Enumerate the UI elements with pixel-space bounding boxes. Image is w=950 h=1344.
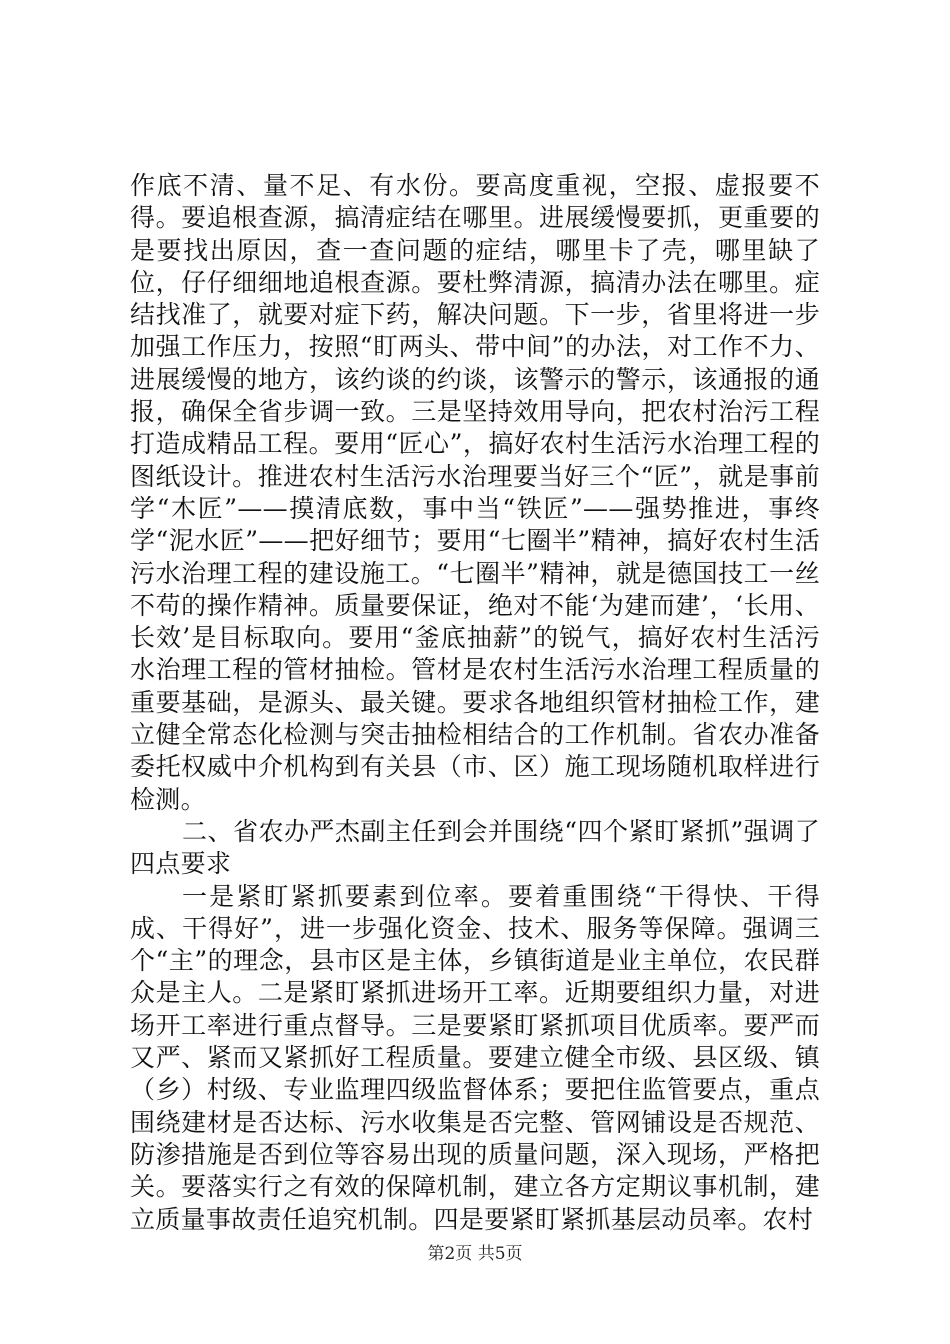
- paragraph-1: 作底不清、量不足、有水份。要高度重视，空报、虚报要不得。要追根查源，搞清症结在哪里。进展缓慢要抓，更重要的是要找出原因，查一查问题的症结，哪里卡了壳，哪里缺了位，仔仔细细地追根查源。要杜弊清源，搞清办法在哪里。症结找准了，就要对症下药，解决问题。下一步，省里将进一步加强工作压力，按照“盯两头、带中间”的办法，对工作不力、进展缓慢的地方，该约谈的约谈，该警示的警示，该通报的通报，确保全省步调一致。三是坚持效用导向，把农村治污工程打造成精品工程。要用“匠心”，搞好农村生活污水治理工程的图纸设计。推进农村生活污水治理要当好三个“匠”，就是事前学“木匠”——摸清底数，事中当“铁匠”——强势推进，事终学“泥水匠”——把好细节；要用“七圈半”精神，搞好农村生活污水治理工程的建设施工。“七圈半”精神，就是德国技工一丝不苟的操作精神。质量要保证，绝对不能‘为建而建’，‘长用、长效’是目标取向。要用“釜底抽薪”的锐气，搞好农村生活污水治理工程的管材抽检。管材是农村生活污水治理工程质量的重要基础，是源头、最关键。要求各地组织管材抽检工作，建立健全常态化检测与突击抽检相结合的工作机制。省农办准备委托权威中介机构到有关县（市、区）施工现场随机取样进行检测。: [130, 171, 820, 814]
- section-heading: 二、省农办严杰副主任到会并围绕“四个紧盯紧抓”强调了四点要求: [130, 816, 820, 879]
- page-footer: 第2页 共5页: [427, 1244, 523, 1264]
- body-text: [130, 170, 820, 1236]
- paragraph-2: 一是紧盯紧抓要素到位率。要着重围绕“干得快、干得成、干得好”，进一步强化资金、技术、服务等保障。强调三个“主”的理念，县市区是主体，乡镇街道是业主单位，农民群众是主人。二是紧盯紧抓进场开工率。近期要组织力量，对进场开工率进行重点督导。三是要紧盯紧抓项目优质率。要严而又严、紧而又紧抓好工程质量。要建立健全市级、县区级、镇（乡）村级、专业监理四级监督体系；要把住监管要点，重点围绕建材是否达标、污水收集是否完整、管网铺设是否规范、防渗措施是否到位等容易出现的质量问题，深入现场，严格把关。要落实行之有效的保障机制，建立各方定期议事机制，建立质量事故责任追究机制。四是要紧盯紧抓基层动员率。农村: [130, 881, 820, 1234]
